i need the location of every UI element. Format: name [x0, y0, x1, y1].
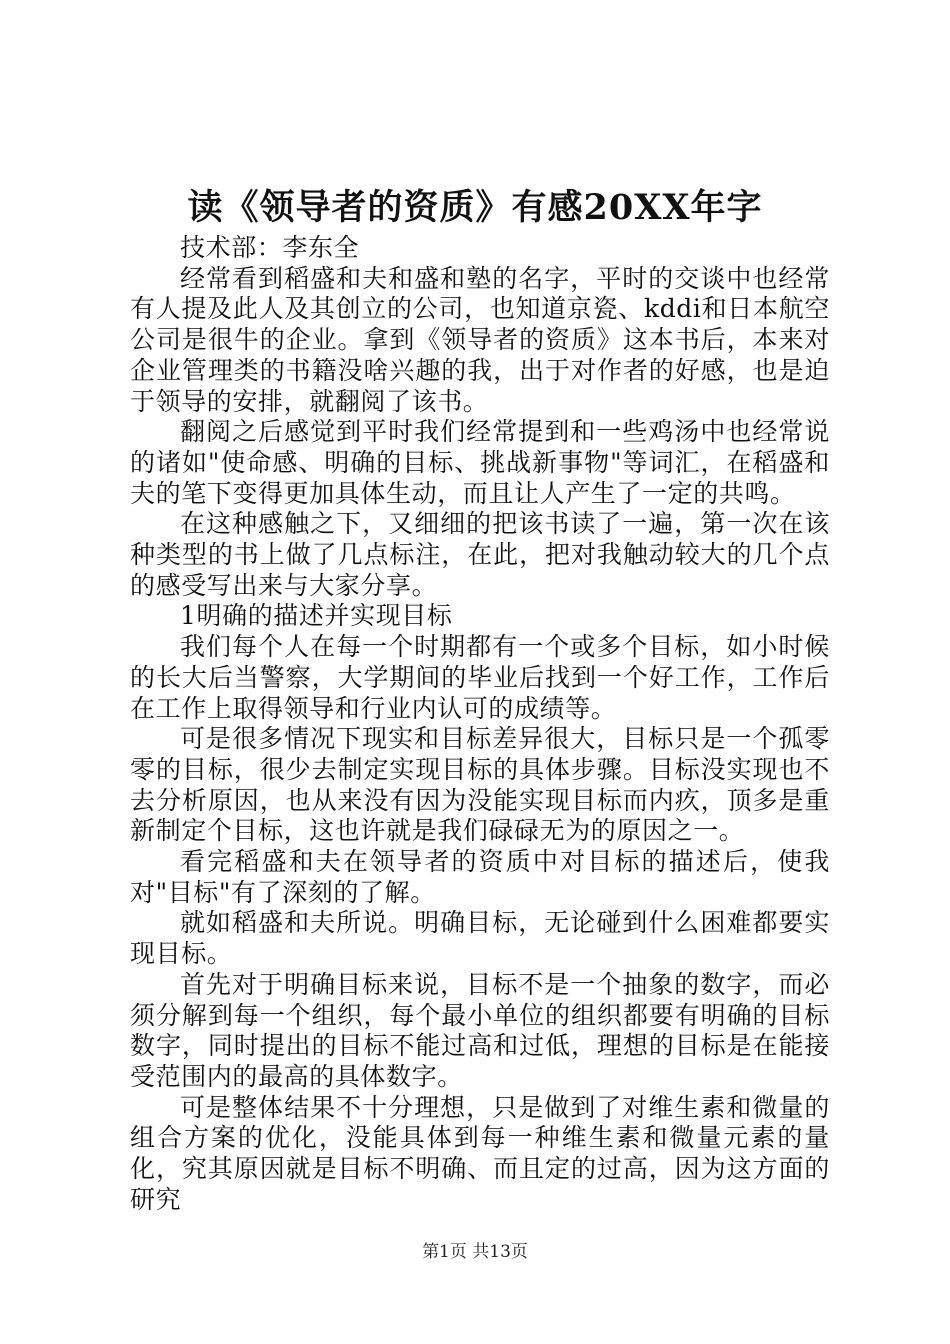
paragraph: 在这种感触之下，又细细的把该书读了一遍，第一次在该种类型的书上做了几点标注，在此，把对我触动较大的几个点的感受写出来与大家分享。 [130, 509, 830, 600]
paragraph: 可是很多情况下现实和目标差异很大，目标只是一个孤零零的目标，很少去制定实现目标的具体步骤。目标没实现也不去分析原因，也从来没有因为没能实现目标而内疚，顶多是重新制定个目标，这也许就是我们碌碌无为的原因之一。 [130, 724, 830, 846]
paragraph: 首先对于明确目标来说，目标不是一个抽象的数字，而必须分解到每一个组织，每个最小单位的组织都要有明确的目标数字，同时提出的目标不能过高和过低，理想的目标是在能接受范围内的最高的具体数字。 [130, 969, 830, 1091]
paragraph: 看完稻盛和夫在领导者的资质中对目标的描述后，使我对"目标"有了深刻的了解。 [130, 847, 830, 907]
section-heading: 1明确的描述并实现目标 [180, 601, 453, 631]
paragraph: 就如稻盛和夫所说。明确目标，无论碰到什么困难都要实现目标。 [130, 908, 830, 969]
paragraph: 我们每个人在每一个时期都有一个或多个目标，如小时候的长大后当警察，大学期间的毕业后找到一个好工作，工作后在工作上取得领导和行业内认可的成绩等。 [130, 632, 830, 723]
paragraph: 经常看到稻盛和夫和盛和塾的名字，平时的交谈中也经常有人提及此人及其创立的公司，也知道京瓷、kddi和日本航空公司是很牛的企业。拿到《领导者的资质》这本书后，本来对企业管理类的书籍没啥兴趣的我，出于对作者的好感，也是迫于领导的安排，就翻阅了该书。 [130, 263, 830, 416]
author-line: 技术部：李东全 [180, 233, 360, 262]
document-body [130, 233, 830, 1216]
paragraph: 可是整体结果不十分理想，只是做到了对维生素和微量的组合方案的优化，没能具体到每一种维生素和微量元素的量化，究其原因就是目标不明确、而且定的过高，因为这方面的研究 [130, 1092, 830, 1214]
page-footer: 第1页 共13页 [422, 1242, 528, 1262]
paragraph: 翻阅之后感觉到平时我们经常提到和一些鸡汤中也经常说的诸如"使命感、明确的目标、挑战新事物"等词汇，在稻盛和夫的笔下变得更加具体生动，而且让人产生了一定的共鸣。 [130, 417, 830, 508]
document-title: 读《领导者的资质》有感20XX年字 [187, 187, 763, 228]
